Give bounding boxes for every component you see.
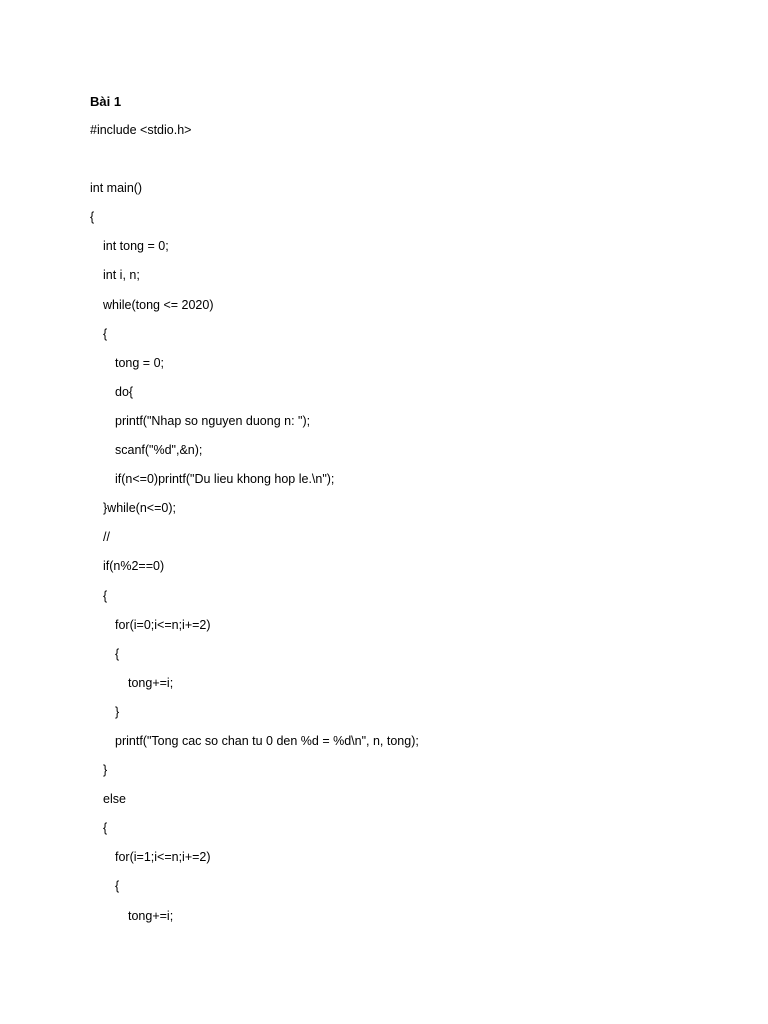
code-line: {	[103, 588, 108, 603]
code-line: if(n%2==0)	[103, 559, 165, 574]
code-line: }while(n<=0);	[103, 501, 176, 516]
code-line: if(n<=0)printf("Du lieu khong hop le.\n");	[115, 472, 335, 487]
code-line: scanf("%d",&n);	[115, 443, 203, 458]
code-line: while(tong <= 2020)	[103, 297, 214, 312]
code-line: do{	[115, 384, 134, 399]
code-line: tong = 0;	[115, 355, 164, 370]
code-line: {	[103, 821, 108, 836]
code-line: {	[115, 646, 120, 661]
code-line	[90, 151, 419, 180]
code-line: tong+=i;	[128, 675, 174, 690]
code-line: int main()	[90, 181, 143, 196]
code-line: for(i=1;i<=n;i+=2)	[115, 850, 211, 865]
code-listing	[90, 122, 419, 937]
code-line: {	[90, 210, 95, 225]
code-line: {	[103, 326, 108, 341]
code-line: printf("Nhap so nguyen duong n: ");	[115, 413, 311, 428]
code-line: for(i=0;i<=n;i+=2)	[115, 617, 211, 632]
code-line: tong+=i;	[128, 908, 174, 923]
code-line: {	[115, 879, 120, 894]
code-line: else	[103, 792, 126, 807]
code-line: #include <stdio.h>	[90, 123, 192, 137]
code-line: }	[103, 763, 108, 778]
code-line: int i, n;	[103, 268, 140, 283]
code-line: //	[103, 530, 110, 545]
code-line: }	[115, 704, 120, 719]
code-line: int tong = 0;	[103, 239, 169, 254]
code-line: printf("Tong cac so chan tu 0 den %d = %d\n", n, tong);	[115, 733, 419, 748]
document-heading: Bài 1	[90, 94, 122, 109]
